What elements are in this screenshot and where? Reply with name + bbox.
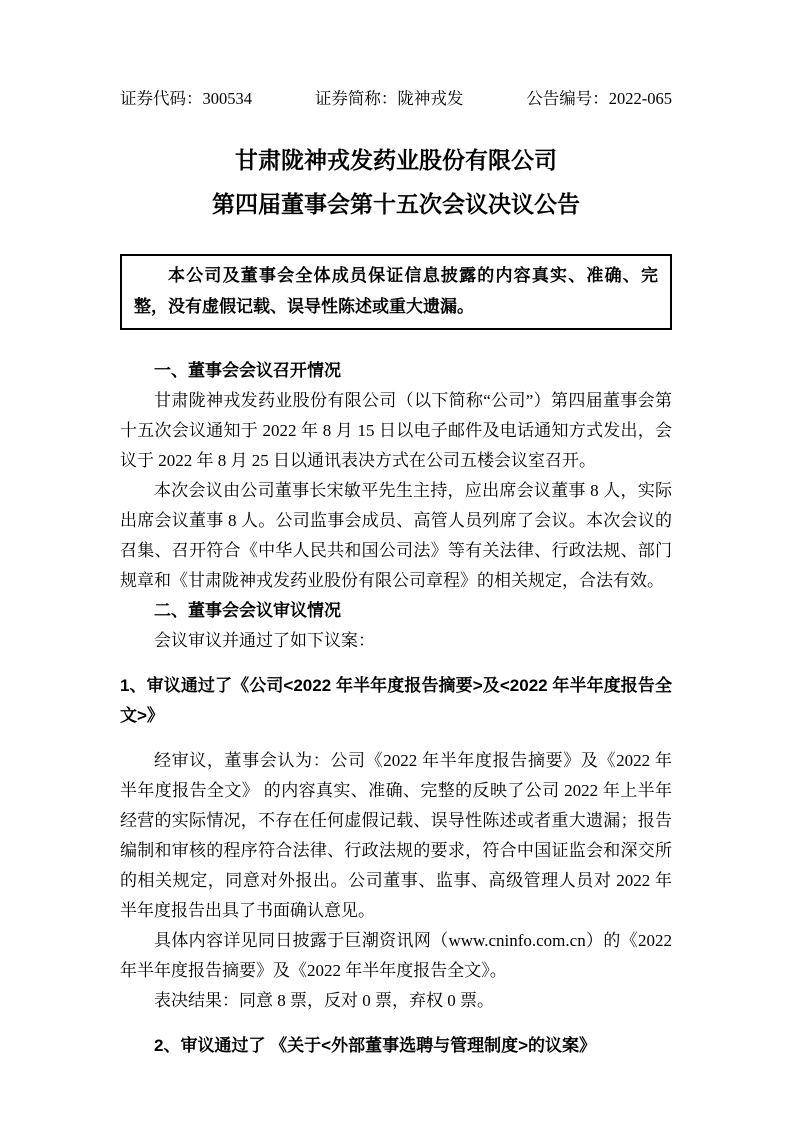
doc-title-company: 甘肃陇神戎发药业股份有限公司 xyxy=(235,147,557,173)
doc-title xyxy=(120,138,672,226)
doc-header xyxy=(120,86,672,112)
section-1-heading: 一、董事会会议召开情况 xyxy=(154,361,341,380)
section-2-heading: 二、董事会会议审议情况 xyxy=(154,601,341,620)
resolution-2-heading: 2、审议通过了 《关于<外部董事选聘与管理制度>的议案》 xyxy=(154,1036,597,1055)
section-1-paragraph: 本次会议由公司董事长宋敏平先生主持，应出席会议董事 8 人，实际出席会议董事 8 人。公司监事会成员、高管人员列席了会议。本次会议的召集、召开符合《中华人民共和国公司法》等有关法律、行政法规、部门规章和《甘肃陇神戎发药业股份有限公司章程》的相关规定，合法有效。 xyxy=(120,481,672,590)
resolution-1-paragraph: 经审议，董事会认为：公司《2022 年半年度报告摘要》及《2022 年半年度报告全文》 的内容真实、准确、完整的反映了公司 2022 年上半年经营的实际情况，不存在任何虚假记载、误导性陈述或者重大遗漏；报告编制和审核的程序符合法律、行政法规的要求，符合中国证监会和深交所的相关规定，同意对外报出。公司董事、监事、高级管理人员对 2022 年半年度报告出具了书面确认意见。 xyxy=(120,751,672,920)
resolution-1-heading: 1、审议通过了《公司<2022 年半年度报告摘要>及<2022 年半年度报告全文>》 xyxy=(120,676,672,725)
section-1-paragraph: 甘肃陇神戎发药业股份有限公司（以下简称“公司”）第四届董事会第十五次会议通知于 2022 年 8 月 15 日以电子邮件及电话通知方式发出，会议于 2022 年 8 月 25 日以通讯表决方式在公司五楼会议室召开。 xyxy=(120,391,672,470)
disclaimer-box xyxy=(120,254,672,330)
stock-short-name: 证券简称：陇神戎发 xyxy=(314,89,464,108)
disclaimer-text: 本公司及董事会全体成员保证信息披露的内容真实、准确、完整，没有虚假记载、误导性陈述或重大遗漏。 xyxy=(134,266,658,316)
resolution-1-vote-result: 表决结果：同意 8 票，反对 0 票，弃权 0 票。 xyxy=(154,991,494,1010)
announcement-number: 公告编号：2022-065 xyxy=(526,89,672,108)
resolution-1-paragraph: 具体内容详见同日披露于巨潮资讯网（www.cninfo.com.cn）的《2022 年半年度报告摘要》及《2022 年半年度报告全文》。 xyxy=(120,931,672,980)
section-2-intro: 会议审议并通过了如下议案： xyxy=(154,631,375,650)
stock-code: 证券代码：300534 xyxy=(120,89,252,108)
doc-title-meeting: 第四届董事会第十五次会议决议公告 xyxy=(212,191,580,217)
